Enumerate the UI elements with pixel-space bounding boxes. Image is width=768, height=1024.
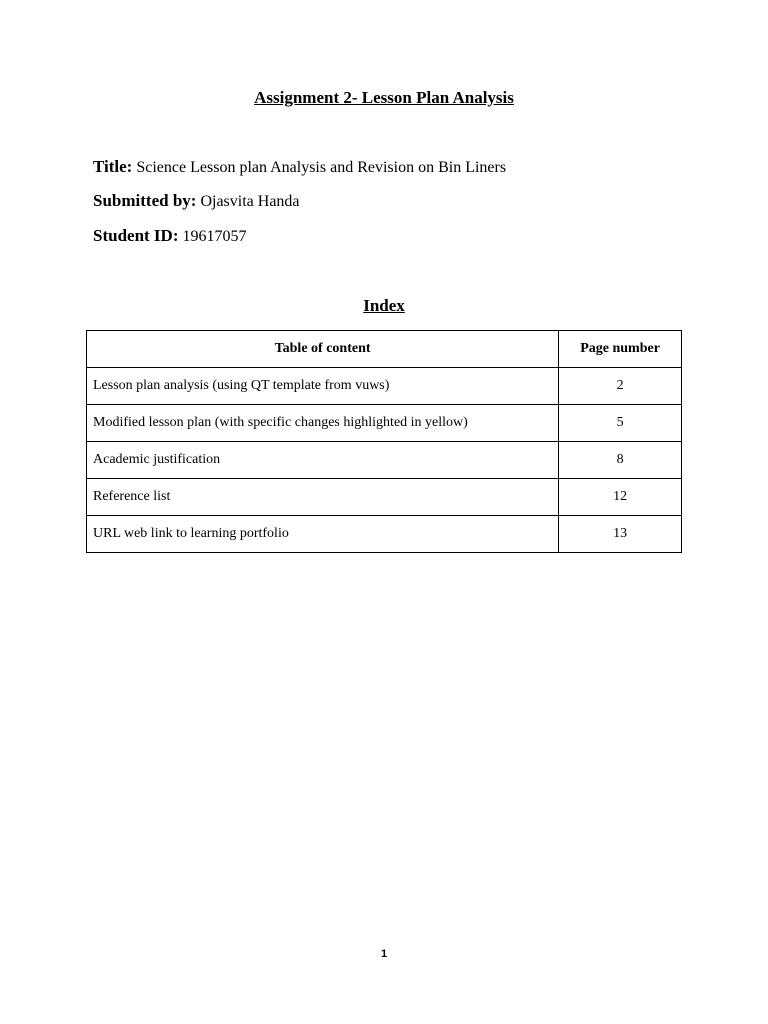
index-header-row [87,331,682,368]
row-content: URL web link to learning portfolio [87,516,559,553]
meta-submitted-line [93,190,300,213]
table-row [87,479,682,516]
header-page-number: Page number [559,331,682,368]
index-heading: Index [363,296,405,315]
table-row [87,368,682,405]
header-table-of-content: Table of content [87,331,559,368]
student-id-value: 19617057 [182,228,247,245]
footer-page-number: 1 [380,948,388,960]
row-page-number: 12 [559,479,682,516]
student-id-label: Student ID: [93,226,179,245]
submitted-by-value: Ojasvita Handa [200,193,300,210]
meta-student-id-line [93,225,247,248]
row-content: Modified lesson plan (with specific changes highlighted in yellow) [87,405,559,442]
row-page-number: 5 [559,405,682,442]
row-content: Reference list [87,479,559,516]
meta-title-line [93,156,506,179]
row-content: Lesson plan analysis (using QT template from vuws) [87,368,559,405]
table-row [87,405,682,442]
row-page-number: 2 [559,368,682,405]
title-value: Science Lesson plan Analysis and Revision on Bin Liners [136,159,507,176]
document-title: Assignment 2- Lesson Plan Analysis [254,88,514,107]
row-page-number: 13 [559,516,682,553]
title-label: Title: [93,157,133,176]
table-row [87,516,682,553]
row-content: Academic justification [87,442,559,479]
index-table [86,330,682,553]
submitted-by-label: Submitted by: [93,191,197,210]
row-page-number: 8 [559,442,682,479]
table-row [87,442,682,479]
